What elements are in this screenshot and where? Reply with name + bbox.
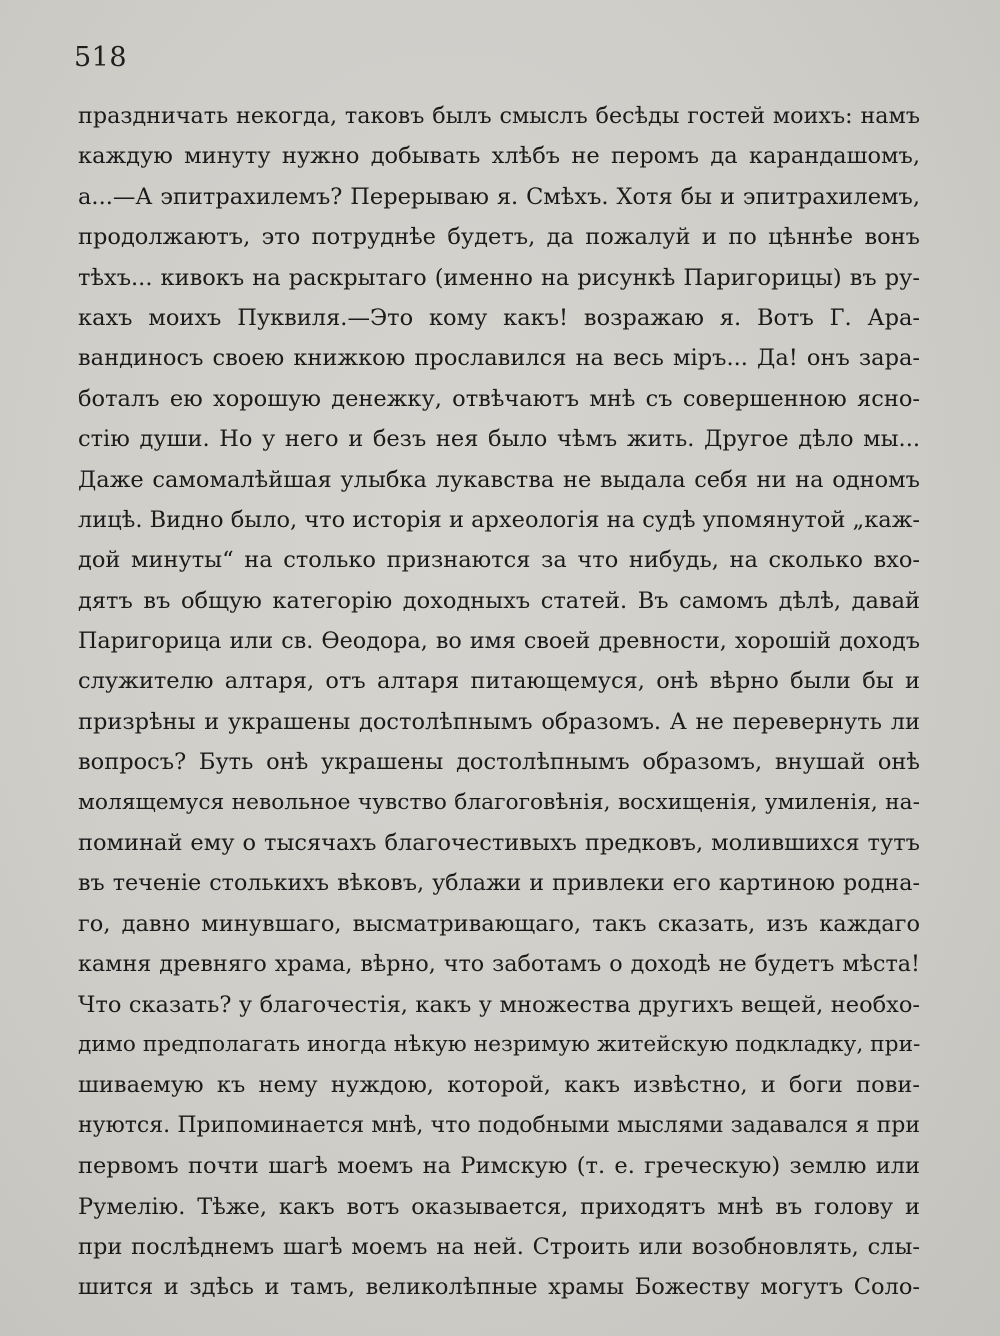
text-line: призрѣны и украшены достолѣпнымъ образомъ. А не перевернуть ли (78, 708, 920, 735)
text-line: шиваемую къ нему нуждою, которой, какъ извѣстно, и боги пови- (78, 1072, 920, 1099)
text-line: дой минуты“ на столько признаются за что нибудь, на сколько вхо- (78, 547, 920, 574)
text-line: Румелію. Тѣже, какъ вотъ оказывается, приходятъ мнѣ въ голову и (78, 1193, 920, 1220)
text-line: кахъ моихъ Пуквиля.—Это кому какъ! возражаю я. Вотъ Г. Ара- (78, 304, 920, 331)
text-line: нуются. Припоминается мнѣ, что подобными мыслями задавался я при (78, 1112, 920, 1138)
text-line: молящемуся невольное чувство благоговѣнія, восхищенія, умиленія, на- (78, 789, 920, 815)
text-line: шится и здѣсь и тамъ, великолѣпные храмы Божеству могутъ Соло- (78, 1274, 920, 1301)
text-line: первомъ почти шагѣ моемъ на Римскую (т. е. греческую) землю или (78, 1153, 920, 1180)
text-line: тѣхъ... кивокъ на раскрытаго (именно на рисункѣ Паригорицы) въ ру- (78, 264, 920, 291)
text-line: Что сказать? у благочестія, какъ у множества другихъ вещей, необхо- (78, 991, 920, 1018)
text-line: въ теченіе столькихъ вѣковъ, ублажи и привлеки его картиною родна- (78, 870, 920, 897)
text-line: боталъ ею хорошую денежку, отвѣчаютъ мнѣ съ совершенною ясно- (78, 385, 920, 412)
body-text (78, 96, 920, 1308)
text-line: при послѣднемъ шагѣ моемъ на ней. Строить или возобновлять, слы- (78, 1233, 920, 1260)
text-line: вандиносъ своею книжкою прославился на весь міръ... Да! онъ зара- (78, 345, 920, 372)
text-line: продолжаютъ, это потруднѣе будетъ, да пожалуй и по цѣннѣе вонъ (78, 224, 920, 251)
text-line: каждую минуту нужно добывать хлѣбъ не перомъ да карандашомъ, (78, 143, 920, 170)
text-line: праздничать некогда, таковъ былъ смыслъ бесѣды гостей моихъ: намъ (78, 103, 920, 129)
text-line: лицѣ. Видно было, что исторія и археологія на судѣ упомянутой „каж- (78, 506, 920, 533)
text-line: вопросъ? Буть онѣ украшены достолѣпнымъ образомъ, внушай онѣ (78, 749, 920, 776)
text-line: Даже самомалѣйшая улыбка лукавства не выдала себя ни на одномъ (78, 466, 920, 493)
page-number: 518 (74, 42, 128, 73)
text-line: а...—А эпитрахилемъ? Перерываю я. Смѣхъ. Хотя бы и эпитрахилемъ, (78, 183, 920, 210)
text-line: служителю алтаря, отъ алтаря питающемуся, онѣ вѣрно были бы и (78, 668, 920, 695)
text-line: камня древняго храма, вѣрно, что заботамъ о доходѣ не будетъ мѣста! (78, 951, 920, 978)
text-line: го, давно минувшаго, высматривающаго, такъ сказать, изъ каждаго (78, 910, 920, 937)
text-line: Паригорица или св. Ѳеодора, во имя своей древности, хорошій доходъ (78, 628, 920, 655)
text-line: дятъ въ общую категорію доходныхъ статей. Въ самомъ дѣлѣ, давай (78, 587, 920, 614)
text-line: стію души. Но у него и безъ нея было чѣмъ жить. Другое дѣло мы... (78, 426, 920, 453)
text-line: поминай ему о тысячахъ благочестивыхъ предковъ, молившихся тутъ (78, 830, 920, 857)
text-line: димо предполагать иногда нѣкую незримую житейскую подкладку, при- (78, 1031, 921, 1057)
